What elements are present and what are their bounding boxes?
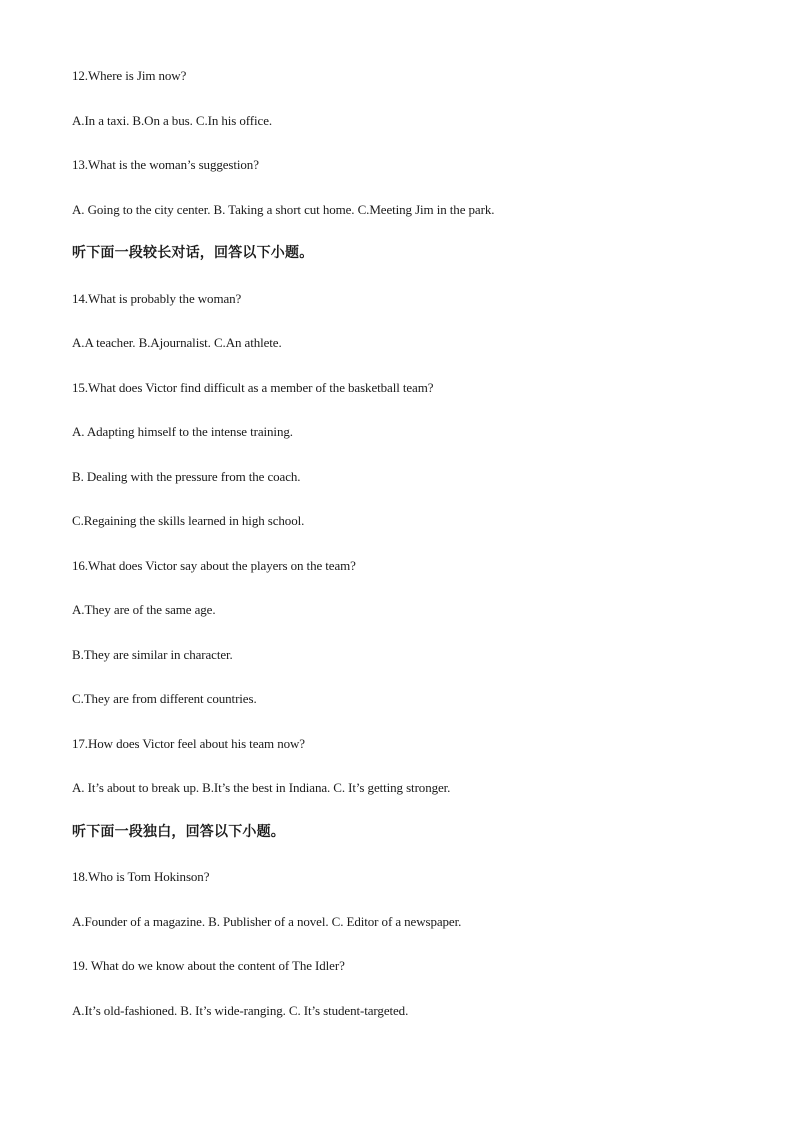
question-12: 12.Where is Jim now?	[72, 68, 187, 83]
question-13: 13.What is the woman’s suggestion?	[72, 157, 259, 172]
option-15-a: A. Adapting himself to the intense training.	[72, 424, 293, 439]
options-13: A. Going to the city center. B. Taking a short cut home. C.Meeting Jim in the park.	[72, 201, 495, 217]
section-heading-dialogue: 听下面一段较长对话，回答以下小题。	[72, 245, 314, 261]
document-page	[72, 66, 732, 1045]
option-16-a: A.They are of the same age.	[72, 602, 216, 617]
option-16-b: B.They are similar in character.	[72, 646, 233, 662]
question-14: 14.What is probably the woman?	[72, 290, 242, 306]
option-16-c: C.They are from different countries.	[72, 691, 257, 706]
question-18: 18.Who is Tom Hokinson?	[72, 869, 210, 884]
question-19: 19. What do we know about the content of The Idler?	[72, 958, 345, 973]
options-17: A. It’s about to break up. B.It’s the best in Indiana. C. It’s getting stronger.	[72, 780, 451, 795]
option-15-c: C.Regaining the skills learned in high school.	[72, 513, 305, 528]
question-16: 16.What does Victor say about the players on the team?	[72, 557, 356, 573]
question-15: 15.What does Victor find difficult as a member of the basketball team?	[72, 379, 434, 395]
question-17: 17.How does Victor feel about his team now?	[72, 735, 305, 751]
option-15-b: B. Dealing with the pressure from the coach.	[72, 468, 301, 484]
options-14: A.A teacher. B.Ajournalist. C.An athlete.	[72, 335, 282, 350]
options-18: A.Founder of a magazine. B. Publisher of a novel. C. Editor of a newspaper.	[72, 913, 462, 929]
options-12: A.In a taxi. B.On a bus. C.In his office.	[72, 112, 273, 128]
options-19: A.It’s old-fashioned. B. It’s wide-ranging. C. It’s student-targeted.	[72, 1002, 409, 1018]
section-heading-monologue: 听下面一段独白，回答以下小题。	[72, 823, 285, 840]
